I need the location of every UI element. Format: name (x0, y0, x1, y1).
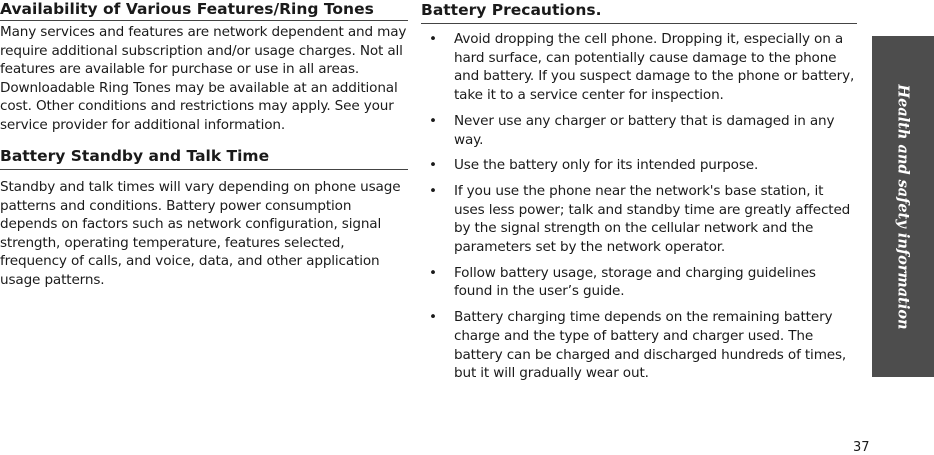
list-item (421, 30, 857, 105)
list-item-text: Never use any charger or battery that is damaged in any way. (454, 112, 835, 148)
bullet-icon: • (429, 264, 437, 281)
list-item (421, 112, 857, 149)
list-item-text: Battery charging time depends on the remaining battery charge and the type of battery and charger used. The battery can be charged and discharged hundreds of times, but it will gradually wear out. (454, 309, 847, 382)
list-item (421, 264, 857, 301)
page-number: 37 (853, 440, 870, 455)
list-item-text: Avoid dropping the cell phone. Dropping it, especially on a hard surface, can potentially cause damage to the phone and battery. If you suspect damage to the phone or battery, take it to a service center for inspection. (454, 31, 855, 104)
features-ringtones-body: Many services and features are network dependent and may require additional subscription and/or usage charges. Not all features are available for purchase or use in all areas. Downloadable Ring Tones may be available at an additional cost. Other conditions and restrictions may apply. See your service provider for additional information. (0, 24, 407, 133)
side-tab-label: Health and safety information (894, 83, 912, 330)
features-ringtones-section (0, 0, 408, 134)
bullet-icon: • (429, 309, 437, 326)
battery-precautions-heading: Battery Precautions. (421, 0, 857, 24)
battery-precautions-list (421, 30, 857, 383)
list-item-text: Follow battery usage, storage and charging guidelines found in the user’s guide. (454, 264, 816, 300)
right-column (421, 0, 857, 390)
list-item (421, 156, 857, 175)
bullet-icon: • (429, 182, 437, 199)
bullet-icon: • (429, 112, 437, 129)
bullet-icon: • (429, 157, 437, 174)
list-item-text: Use the battery only for its intended purpose. (454, 157, 759, 174)
standby-talk-time-body: Standby and talk times will vary depending on phone usage patterns and conditions. Battery power consumption depends on factors such as network configuration, signal strength, operating temperature, features selected, frequency of calls, and voice, data, and other application usage patterns. (0, 179, 401, 288)
list-item-text: If you use the phone near the network's base station, it uses less power; talk and standby time are greatly affected by the signal strength on the cellular network and the parameters set by the network operator. (454, 182, 851, 256)
list-item (421, 182, 857, 257)
standby-talk-time-heading: Battery Standby and Talk Time (0, 148, 408, 170)
left-column (0, 0, 408, 289)
bullet-icon: • (429, 31, 437, 47)
features-ringtones-heading: Availability of Various Features/Ring Tones (0, 1, 408, 21)
standby-talk-time-section (0, 148, 408, 289)
section-side-tab (872, 36, 934, 377)
list-item (421, 308, 857, 383)
